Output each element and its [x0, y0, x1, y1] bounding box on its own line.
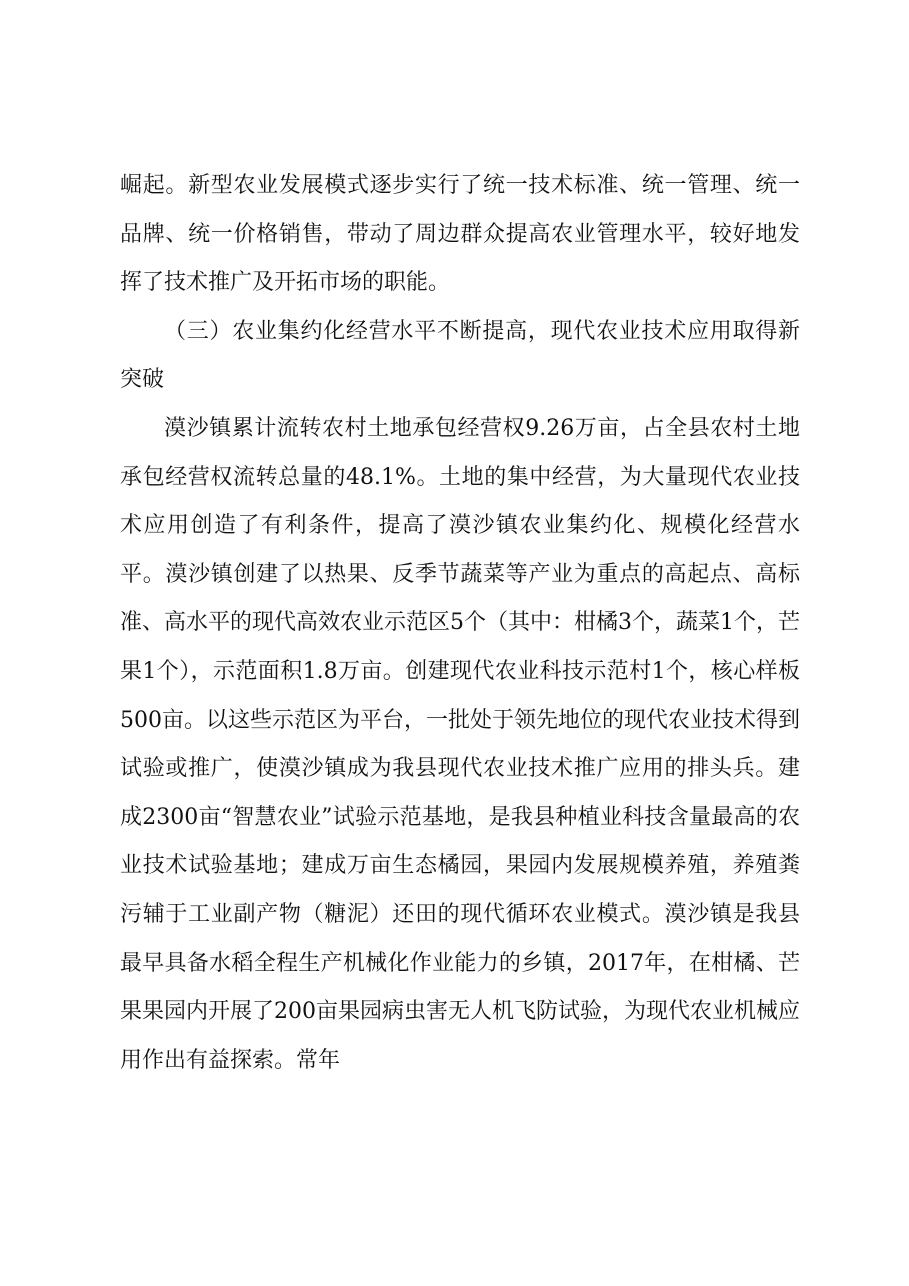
document-body — [120, 162, 800, 1085]
paragraph-body: 漠沙镇累计流转农村土地承包经营权9.26万亩，占全县农村土地承包经营权流转总量的48.1%。土地的集中经营，为大量现代农业技术应用创造了有利条件，提高了漠沙镇农业集约化、规模化经营水平。漠沙镇创建了以热果、反季节蔬菜等产业为重点的高起点、高标准、高水平的现代高效农业示范区5个（其中：柑橘3个，蔬菜1个，芒果1个），示范面积1.8万亩。创建现代农业科技示范村1个，核心样板500亩。以这些示范区为平台，一批处于领先地位的现代农业技术得到试验或推广，使漠沙镇成为我县现代农业技术推广应用的排头兵。建成2300亩“智慧农业”试验示范基地，是我县种植业科技含量最高的农业技术试验基地；建成万亩生态橘园，果园内发展规模养殖，养殖粪污辅于工业副产物（糖泥）还田的现代循环农业模式。漠沙镇是我县最早具备水稻全程生产机械化作业能力的乡镇，2017年，在柑橘、芒果果园内开展了200亩果园病虫害无人机飞防试验，为现代农业机械应用作出有益探索。常年 — [120, 415, 800, 1073]
paragraph-continuation: 崛起。新型农业发展模式逐步实行了统一技术标准、统一管理、统一品牌、统一价格销售，带动了周边群众提高农业管理水平，较好地发挥了技术推广及开拓市场的职能。 — [120, 173, 800, 296]
section-heading: （三）农业集约化经营水平不断提高，现代农业技术应用取得新突破 — [120, 318, 800, 393]
